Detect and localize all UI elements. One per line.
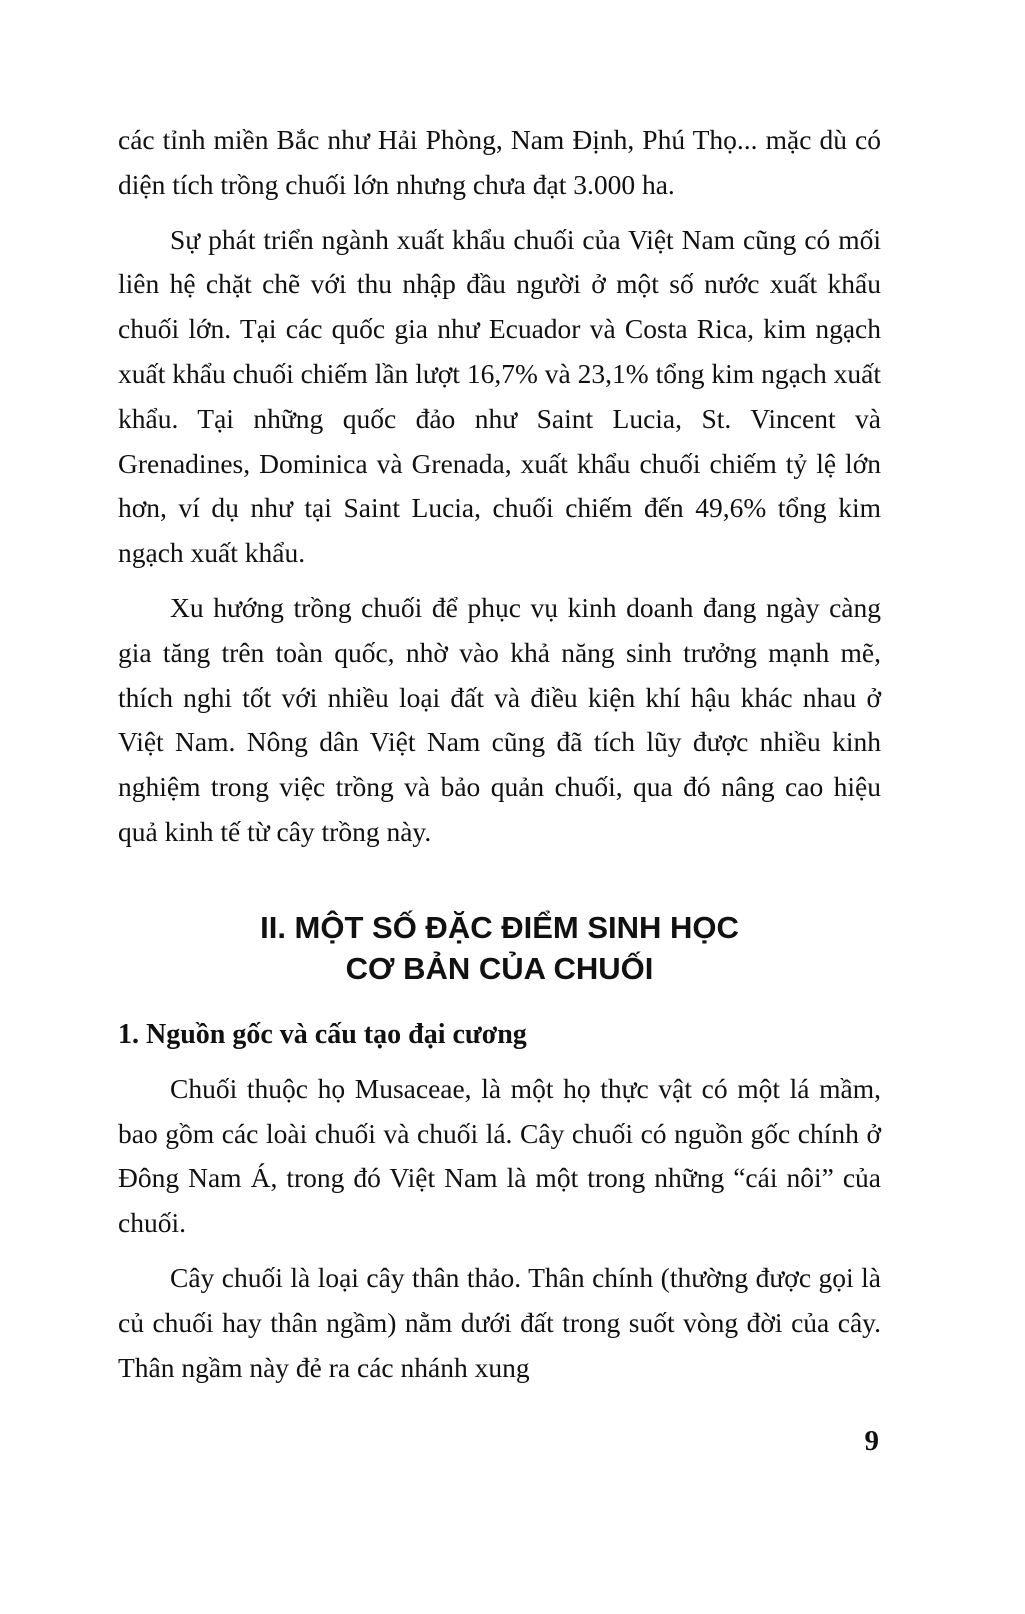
- section-heading-line-1: II. MỘT SỐ ĐẶC ĐIỂM SINH HỌC: [260, 909, 739, 945]
- page-content: [118, 118, 881, 1390]
- paragraph-origin: Chuối thuộc họ Musaceae, là một họ thực vật có một lá mầm, bao gồm các loài chuối và chuối lá. Cây chuối có nguồn gốc chính ở Đông Nam Á, trong đó Việt Nam là một trong những “cái nôi” của chuối.: [118, 1072, 881, 1239]
- paragraph-export-income: Sự phát triển ngành xuất khẩu chuối của Việt Nam cũng có mối liên hệ chặt chẽ với thu nhập đầu người ở một số nước xuất khẩu chuối lớn. Tại các quốc gia như Ecuador và Costa Rica, kim ngạch xuất khẩu chuối chiếm lần lượt 16,7% và 23,1% tổng kim ngạch xuất khẩu. Tại những quốc đảo như Saint Lucia, St. Vincent và Grenadines, Dominica và Grenada, xuất khẩu chuối chiếm tỷ lệ lớn hơn, ví dụ như tại Saint Lucia, chuối chiếm đến 49,6% tổng kim ngạch xuất khẩu.: [118, 223, 881, 569]
- section-heading-line-2: CƠ BẢN CỦA CHUỐI: [345, 950, 654, 986]
- section-heading: [118, 907, 881, 989]
- paragraph-intro-continuation: các tỉnh miền Bắc như Hải Phòng, Nam Định, Phú Thọ... mặc dù có diện tích trồng chuối lớn nhưng chưa đạt 3.000 ha.: [118, 124, 881, 200]
- subsection-heading: 1. Nguồn gốc và cấu tạo đại cương: [118, 1018, 527, 1050]
- paragraph-structure: Cây chuối là loại cây thân thảo. Thân chính (thường được gọi là củ chuối hay thân ngầm) nằm dưới đất trong suốt vòng đời của cây. Thân ngầm này đẻ ra các nhánh xung: [118, 1261, 881, 1383]
- page-number: 9: [864, 1425, 879, 1457]
- paragraph-cultivation-trend: Xu hướng trồng chuối để phục vụ kinh doanh đang ngày càng gia tăng trên toàn quốc, nhờ vào khả năng sinh trưởng mạnh mẽ, thích nghi tốt với nhiều loại đất và điều kiện khí hậu khác nhau ở Việt Nam. Nông dân Việt Nam cũng đã tích lũy được nhiều kinh nghiệm trong việc trồng và bảo quản chuối, qua đó nâng cao hiệu quả kinh tế từ cây trồng này.: [118, 591, 881, 847]
